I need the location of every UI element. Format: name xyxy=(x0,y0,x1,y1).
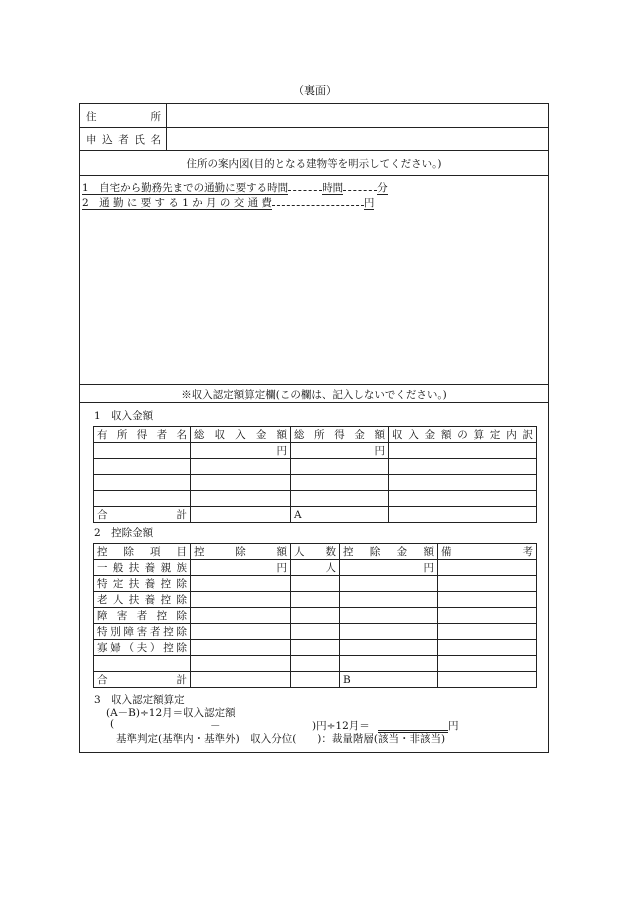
income-col-breakdown xyxy=(392,427,533,442)
label-char: 控 xyxy=(156,610,168,622)
deduction-cell[interactable] xyxy=(438,608,537,624)
deduction-cell[interactable] xyxy=(291,656,340,672)
recognition-minus: － xyxy=(210,720,221,732)
label-char: 人 xyxy=(294,546,305,558)
label-char: 者 xyxy=(118,134,129,146)
deduction-total-b: B xyxy=(340,672,438,688)
label-char: （ xyxy=(123,642,134,654)
calc-heading: ※収入認定額算定欄(この欄は、記入しないでください。) xyxy=(181,389,447,401)
deduction-header-row xyxy=(94,544,537,560)
label-char: 算 xyxy=(473,429,485,441)
deduction-section-title: 2 控除金額 xyxy=(94,527,154,539)
recognition-judgement: 基準判定(基準内・基準外) 収入分位( )：裁量階層(該当・非該当) xyxy=(116,733,446,745)
income-cell[interactable] xyxy=(191,507,291,523)
label-char: 控 xyxy=(194,546,205,558)
label-char: 特 xyxy=(97,626,108,638)
deduction-row-label xyxy=(97,576,187,591)
income-cell[interactable] xyxy=(191,443,291,459)
yen-unit: 円 xyxy=(276,562,287,574)
label-char: 除 xyxy=(369,546,381,558)
deduction-total-label xyxy=(97,672,187,687)
income-cell[interactable] xyxy=(94,475,191,491)
deduction-col-remarks xyxy=(441,544,533,559)
label-char: 金 xyxy=(255,429,267,441)
deduction-total-row xyxy=(94,672,537,688)
label-char: 額 xyxy=(276,429,287,441)
deduction-cell[interactable] xyxy=(438,672,537,688)
label-char: 金 xyxy=(396,546,408,558)
label-char: 者 xyxy=(156,429,168,441)
deduction-col-persons xyxy=(294,544,336,559)
minutes-unit: 分 xyxy=(377,182,388,194)
deduction-cell[interactable] xyxy=(291,624,340,640)
commute-time-label: 1 自宅から勤務先までの通勤に要する時間 xyxy=(82,182,289,194)
label-char: 入 xyxy=(235,429,246,441)
deduction-cell[interactable] xyxy=(340,656,438,672)
label-char: 定 xyxy=(112,578,124,590)
label-char: 寡 xyxy=(97,642,108,654)
deduction-cell[interactable] xyxy=(191,560,291,576)
deduction-cell[interactable] xyxy=(340,608,438,624)
label-char: 数 xyxy=(325,546,336,558)
label-char: 合 xyxy=(97,674,108,686)
label-char: 額 xyxy=(374,429,385,441)
label-char: 除 xyxy=(235,546,246,558)
deduction-cell[interactable] xyxy=(191,624,291,640)
deduction-col-total xyxy=(343,544,434,559)
label-char: 収 xyxy=(392,429,403,441)
table-row xyxy=(94,443,537,459)
label-char: 所 xyxy=(314,429,325,441)
label-char: 備 xyxy=(441,546,452,558)
label-char: 障 xyxy=(97,610,108,622)
yen-unit: 円 xyxy=(276,445,287,457)
label-char: 計 xyxy=(176,674,187,686)
income-cell[interactable] xyxy=(389,459,537,475)
recognition-yen-unit: 円 xyxy=(448,720,459,732)
label-char: 除 xyxy=(123,546,134,558)
income-table xyxy=(93,426,537,523)
label-char: 除 xyxy=(176,642,187,654)
deduction-cell[interactable] xyxy=(291,608,340,624)
deduction-row-label xyxy=(97,608,187,623)
table-row xyxy=(94,491,537,507)
commute-time-line xyxy=(82,180,388,195)
income-section-title: 1 収入金額 xyxy=(94,410,154,422)
income-total-row xyxy=(94,507,537,523)
label-char: 総 xyxy=(194,429,205,441)
deduction-cell[interactable] xyxy=(94,656,191,672)
deduction-cell[interactable] xyxy=(340,560,438,576)
income-col-total-income xyxy=(294,427,385,442)
label-char: 者 xyxy=(150,626,161,638)
label-char: 名 xyxy=(176,429,187,441)
table-row xyxy=(94,560,537,576)
label-char: 入 xyxy=(408,429,419,441)
label-char: 控 xyxy=(343,546,354,558)
income-cell[interactable] xyxy=(291,491,389,507)
transport-cost-label: 2 通 勤 に 要 す る 1 か 月 の 交 通 費 xyxy=(82,197,272,209)
address-label xyxy=(86,109,161,124)
label-char: 計 xyxy=(176,509,187,521)
label-char: 親 xyxy=(160,562,172,574)
deduction-cell[interactable] xyxy=(191,592,291,608)
income-cell[interactable] xyxy=(389,491,537,507)
recognition-section-title: 3 収入認定額算定 xyxy=(94,694,185,706)
label-char: 別 xyxy=(110,626,121,638)
income-cell[interactable] xyxy=(191,475,291,491)
transport-cost-field[interactable] xyxy=(272,205,364,206)
label-char: 得 xyxy=(136,429,148,441)
label-char: 養 xyxy=(144,578,156,590)
deduction-col-amount xyxy=(194,544,287,559)
income-cell[interactable] xyxy=(291,475,389,491)
label-char: 扶 xyxy=(128,578,140,590)
label-char: 控 xyxy=(160,578,172,590)
income-col-earner xyxy=(97,427,187,442)
yen-unit: 円 xyxy=(423,562,434,574)
label-char: の xyxy=(457,429,468,441)
deduction-row-label xyxy=(97,640,187,655)
recognition-formula: (A－B)÷12月＝収入認定額 xyxy=(106,707,236,719)
recognition-open-paren: ( xyxy=(110,718,115,730)
income-cell[interactable] xyxy=(389,443,537,459)
yen-unit: 円 xyxy=(374,445,385,457)
transport-cost-line xyxy=(82,195,374,210)
label-char: 氏 xyxy=(134,134,145,146)
label-char: 除 xyxy=(176,594,187,606)
label-char: 名 xyxy=(150,134,161,146)
label-char: 内 xyxy=(506,429,517,441)
label-char: 族 xyxy=(176,562,187,574)
label-char: 控 xyxy=(97,546,108,558)
label-char: 控 xyxy=(163,626,174,638)
label-char: 目 xyxy=(176,546,187,558)
deduction-cell[interactable] xyxy=(291,640,340,656)
deduction-cell[interactable] xyxy=(340,592,438,608)
income-cell[interactable] xyxy=(191,491,291,507)
deduction-cell[interactable] xyxy=(191,640,291,656)
table-row xyxy=(94,640,537,656)
deduction-cell[interactable] xyxy=(291,672,340,688)
income-cell[interactable] xyxy=(94,459,191,475)
income-cell[interactable] xyxy=(291,459,389,475)
label-char: 扶 xyxy=(128,562,140,574)
deduction-cell[interactable] xyxy=(438,640,537,656)
label-char: 老 xyxy=(97,594,108,606)
deduction-cell[interactable] xyxy=(438,560,537,576)
label-char: 項 xyxy=(150,546,161,558)
transport-yen-unit: 円 xyxy=(363,197,375,209)
income-cell[interactable] xyxy=(389,507,537,523)
deduction-cell[interactable] xyxy=(291,592,340,608)
label-char: 養 xyxy=(144,594,156,606)
deduction-col-item xyxy=(97,544,187,559)
label-char: 有 xyxy=(97,429,108,441)
label-char: 夫 xyxy=(136,642,148,654)
label-char: 控 xyxy=(163,642,174,654)
table-row xyxy=(94,576,537,592)
label-char: 般 xyxy=(112,562,124,574)
label-char: 婦 xyxy=(110,642,121,654)
applicant-name-label xyxy=(86,132,161,147)
label-char: 所 xyxy=(116,429,128,441)
deduction-row-label xyxy=(97,592,187,607)
label-char: 収 xyxy=(214,429,226,441)
deduction-cell[interactable] xyxy=(438,576,537,592)
income-col-gross xyxy=(194,427,287,442)
label-char: 者 xyxy=(136,610,148,622)
commute-minutes-field[interactable] xyxy=(343,190,377,191)
income-cell[interactable] xyxy=(191,459,291,475)
hours-unit: 時間 xyxy=(322,182,344,194)
table-row xyxy=(94,656,537,672)
commute-hours-field[interactable] xyxy=(288,190,322,191)
address-field[interactable] xyxy=(170,106,540,125)
table-row xyxy=(94,624,537,640)
deduction-cell[interactable] xyxy=(191,608,291,624)
map-drawing-area[interactable] xyxy=(82,212,546,382)
deduction-cell[interactable] xyxy=(438,656,537,672)
label-char: 除 xyxy=(176,626,187,638)
label-char: 害 xyxy=(116,610,128,622)
map-heading: 住所の案内図(目的となる建物等を明示してください。) xyxy=(186,158,442,170)
label-char: 控 xyxy=(160,594,172,606)
table-row xyxy=(94,459,537,475)
label-char: 除 xyxy=(176,578,187,590)
label-char: 人 xyxy=(112,594,124,606)
label-char: 扶 xyxy=(128,594,140,606)
label-char: 害 xyxy=(136,626,148,638)
deduction-cell[interactable] xyxy=(191,656,291,672)
deduction-cell[interactable] xyxy=(340,624,438,640)
label-char: 額 xyxy=(423,546,434,558)
table-row xyxy=(94,592,537,608)
table-row xyxy=(94,608,537,624)
deduction-cell[interactable] xyxy=(191,672,291,688)
label-char: 特 xyxy=(97,578,108,590)
persons-unit: 人 xyxy=(325,562,336,574)
label-char: 除 xyxy=(176,610,187,622)
label-char: 定 xyxy=(489,429,501,441)
label-char: 合 xyxy=(97,509,108,521)
form-outer-frame xyxy=(79,103,549,753)
income-cell[interactable] xyxy=(291,443,389,459)
applicant-name-field[interactable] xyxy=(170,129,540,148)
deduction-cell[interactable] xyxy=(340,576,438,592)
table-row xyxy=(94,475,537,491)
deduction-cell[interactable] xyxy=(291,576,340,592)
recognition-divide: )円÷12月＝ xyxy=(312,720,370,732)
label-char: 一 xyxy=(97,562,108,574)
label-char: 障 xyxy=(123,626,134,638)
income-cell[interactable] xyxy=(94,491,191,507)
label-char: ） xyxy=(150,642,161,654)
income-cell[interactable] xyxy=(94,443,191,459)
label-char: 養 xyxy=(144,562,156,574)
deduction-cell[interactable] xyxy=(191,576,291,592)
label-char: 込 xyxy=(102,134,113,146)
deduction-cell[interactable] xyxy=(340,640,438,656)
income-cell[interactable] xyxy=(389,475,537,491)
income-header-row xyxy=(94,427,537,443)
label-char: 考 xyxy=(522,546,533,558)
deduction-cell[interactable] xyxy=(438,624,537,640)
label-char: 得 xyxy=(334,429,345,441)
label-char: 額 xyxy=(440,429,452,441)
label-char: 総 xyxy=(294,429,305,441)
income-total-a: A xyxy=(291,507,389,523)
deduction-cell[interactable] xyxy=(291,560,340,576)
deduction-row-label xyxy=(97,560,187,575)
label-char: 所 xyxy=(150,111,161,123)
label-char: 金 xyxy=(354,429,365,441)
label-char: 住 xyxy=(86,111,97,123)
deduction-table xyxy=(93,543,537,688)
label-char: 額 xyxy=(276,546,287,558)
income-total-label xyxy=(97,507,187,522)
label-char: 訳 xyxy=(522,429,533,441)
page-label: （裏面） xyxy=(293,84,337,97)
label-char: 申 xyxy=(86,134,97,146)
deduction-cell[interactable] xyxy=(438,592,537,608)
label-char: 金 xyxy=(424,429,436,441)
deduction-row-label xyxy=(97,624,187,639)
